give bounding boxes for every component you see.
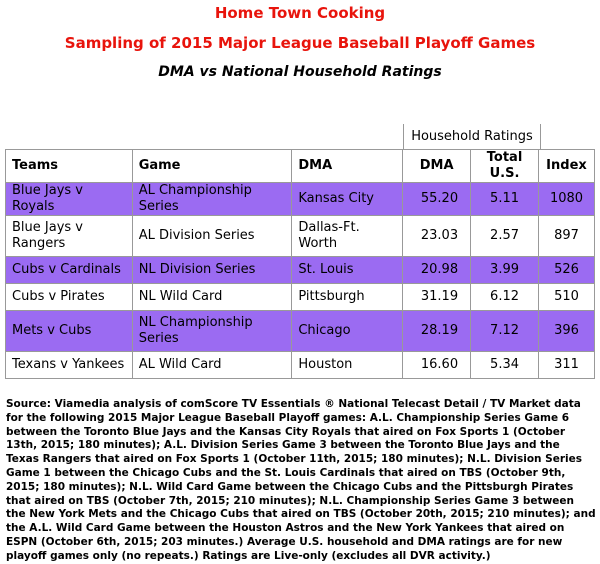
cell-game: AL Championship Series bbox=[132, 183, 292, 216]
cell-teams: Texans v Yankees bbox=[6, 352, 133, 379]
col-header-game: Game bbox=[132, 150, 292, 183]
cell-game: NL Division Series bbox=[132, 257, 292, 284]
cell-total-us: 5.34 bbox=[471, 352, 539, 379]
cell-dma-rating: 31.19 bbox=[403, 284, 471, 311]
cell-dma: Chicago bbox=[292, 311, 403, 352]
cell-dma: Pittsburgh bbox=[292, 284, 403, 311]
household-ratings-group-header: Household Ratings bbox=[403, 124, 541, 149]
page-subtitle: DMA vs National Household Ratings bbox=[158, 64, 442, 80]
col-header-index: Index bbox=[538, 150, 594, 183]
cell-index: 526 bbox=[538, 257, 594, 284]
cell-index: 1080 bbox=[538, 183, 594, 216]
table-row bbox=[6, 216, 595, 257]
cell-total-us: 6.12 bbox=[471, 284, 539, 311]
cell-dma-rating: 20.98 bbox=[403, 257, 471, 284]
cell-index: 396 bbox=[538, 311, 594, 352]
cell-total-us: 2.57 bbox=[471, 216, 539, 257]
cell-dma-rating: 28.19 bbox=[403, 311, 471, 352]
cell-game: NL Championship Series bbox=[132, 311, 292, 352]
cell-game: AL Wild Card bbox=[132, 352, 292, 379]
cell-dma: Kansas City bbox=[292, 183, 403, 216]
cell-index: 897 bbox=[538, 216, 594, 257]
cell-dma: St. Louis bbox=[292, 257, 403, 284]
cell-teams: Blue Jays v Royals bbox=[6, 183, 133, 216]
cell-game: NL Wild Card bbox=[132, 284, 292, 311]
table-row bbox=[6, 183, 595, 216]
cell-total-us: 5.11 bbox=[471, 183, 539, 216]
cell-teams: Mets v Cubs bbox=[6, 311, 133, 352]
table-row bbox=[6, 352, 595, 379]
cell-teams: Cubs v Pirates bbox=[6, 284, 133, 311]
cell-index: 510 bbox=[538, 284, 594, 311]
page-subtitle-red: Sampling of 2015 Major League Baseball Playoff Games bbox=[64, 34, 536, 52]
cell-dma-rating: 16.60 bbox=[403, 352, 471, 379]
col-header-dma-rating: DMA bbox=[403, 150, 471, 183]
cell-index: 311 bbox=[538, 352, 594, 379]
page-title: Home Town Cooking bbox=[214, 4, 386, 22]
cell-dma-rating: 55.20 bbox=[403, 183, 471, 216]
cell-teams: Blue Jays v Rangers bbox=[6, 216, 133, 257]
source-note: Source: Viamedia analysis of comScore TV Essentials ® National Telecast Detail / TV Market data for the following 2015 Major League Baseball Playoff games: A.L. Championship Series Game 6 between the Toronto Blue Jays and the Kansas City Royals that aired on Fox Sports 1 (October 13th, 2015; 180 minutes); A.L. Division Series Game 3 between the Toronto Blue Jays and the Texas Rangers that aired on Fox Sports 1 (October 11th, 2015; 180 minutes); N.L. Division Series Game 1 between the Chicago Cubs and the St. Louis Cardinals that aired on TBS (October 9th, 2015; 180 minutes); N.L. Wild Card Game between the Chicago Cubs and the Pittsburgh Pirates that aired on TBS (October 7th, 2015; 210 minutes); N.L. Championship Series Game 3 between the New York Mets and the Chicago Cubs that aired on TBS (October 20th, 2015; 210 minutes); and the A.L. Wild Card Game between the Houston Astros and the New York Yankees that aired on ESPN (October 6th, 2015; 203 minutes.) Average U.S. household and DMA ratings are for new playoff games only (no repeats.) Ratings are Live-only (excludes all DVR activity.) bbox=[6, 398, 596, 562]
table-row bbox=[6, 257, 595, 284]
table-row bbox=[6, 284, 595, 311]
table-row bbox=[6, 311, 595, 352]
col-header-teams: Teams bbox=[6, 150, 133, 183]
col-header-dma: DMA bbox=[292, 150, 403, 183]
cell-total-us: 7.12 bbox=[471, 311, 539, 352]
cell-dma: Dallas-Ft. Worth bbox=[292, 216, 403, 257]
table-header-row bbox=[6, 150, 595, 183]
ratings-table bbox=[5, 149, 595, 379]
cell-dma-rating: 23.03 bbox=[403, 216, 471, 257]
cell-game: AL Division Series bbox=[132, 216, 292, 257]
col-header-total-us: Total U.S. bbox=[471, 150, 539, 183]
cell-dma: Houston bbox=[292, 352, 403, 379]
cell-total-us: 3.99 bbox=[471, 257, 539, 284]
cell-teams: Cubs v Cardinals bbox=[6, 257, 133, 284]
